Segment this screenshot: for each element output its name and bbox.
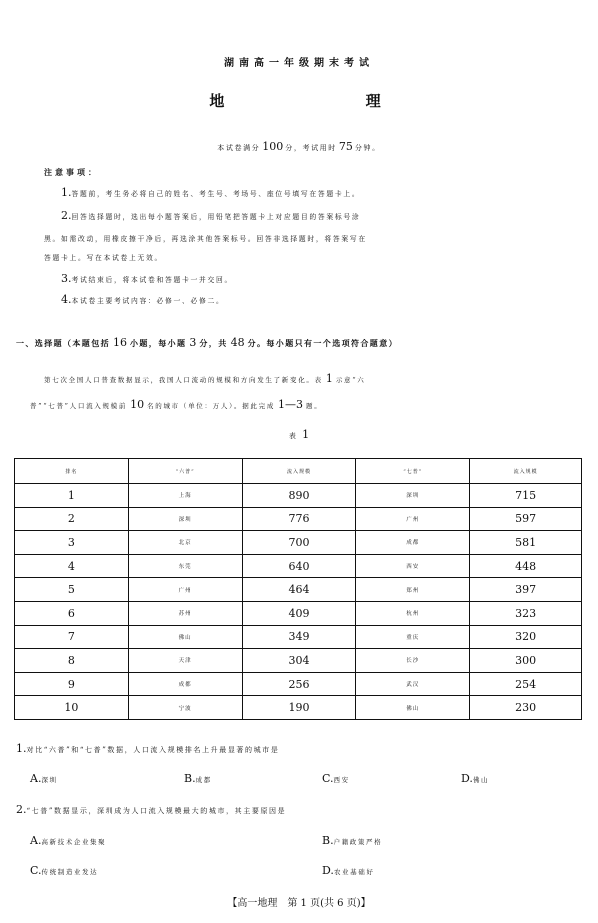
value6-cell: 890 [242, 484, 356, 508]
exam-meta [0, 140, 598, 153]
city6-cell: 广州 [128, 578, 242, 602]
intro-table-ref: 1 [325, 372, 333, 385]
value7-cell: 597 [470, 507, 582, 531]
subject-title: 地 理 [209, 92, 449, 110]
question-text: “七普”数据显示，深圳成为人口流入规模最大的城市，其主要原因是 [26, 807, 287, 815]
value7-cell: 323 [470, 601, 582, 625]
meta-suffix: 分钟。 [354, 144, 381, 152]
q1-option-d[interactable] [461, 772, 489, 785]
meta-prefix: 本试卷满分 [217, 144, 261, 152]
q2-option-b[interactable] [322, 834, 382, 847]
table-row [15, 625, 582, 649]
option-letter: C. [30, 864, 42, 877]
city6-cell: 北京 [128, 531, 242, 555]
city6-cell: 上海 [128, 484, 242, 508]
option-letter: D. [322, 864, 334, 877]
rank-cell: 9 [15, 672, 129, 696]
rank-cell: 4 [15, 554, 129, 578]
option-letter: A. [30, 772, 42, 785]
option-letter: B. [184, 772, 196, 785]
inflow-table [14, 458, 582, 720]
header-census6: “六普” [128, 459, 242, 484]
notice-num: 2. [61, 209, 72, 222]
section-suffix: 分。每小题只有一个选项符合题意） [247, 338, 399, 348]
full-score: 100 [262, 140, 284, 153]
city7-cell: 广州 [356, 507, 470, 531]
rank-cell: 3 [15, 531, 129, 555]
notice-text: 答题卡上。写在本试卷上无效。 [44, 254, 163, 262]
intro-line-2 [30, 398, 322, 411]
value7-cell: 448 [470, 554, 582, 578]
notice-text: 黑。如需改动，用橡皮擦干净后，再选涂其他答案标号。回答非选择题时，将答案写在 [44, 235, 367, 243]
q2-option-d[interactable] [322, 864, 374, 877]
header-census7: “七普” [356, 459, 470, 484]
notice-num: 3. [61, 272, 72, 285]
value6-cell: 640 [242, 554, 356, 578]
q2-option-a[interactable] [30, 834, 106, 847]
option-letter: C. [322, 772, 334, 785]
caption-num: 1 [302, 428, 310, 441]
notice-text: 本试卷主要考试内容：必修一、必修二。 [71, 297, 225, 305]
question-1 [16, 742, 279, 755]
intro-text: 第七次全国人口普查数据显示，我国人口流动的规模和方向发生了新变化。表 [44, 376, 323, 384]
city7-cell: 长沙 [356, 649, 470, 673]
rank-cell: 1 [15, 484, 129, 508]
points-total: 48 [230, 336, 245, 349]
table-caption [0, 428, 598, 441]
city6-cell: 成都 [128, 672, 242, 696]
notice-text: 考试结束后，将本试卷和答题卡一并交回。 [71, 276, 233, 284]
table-row [15, 507, 582, 531]
exam-title: 湖南高一年级期末考试 [224, 58, 374, 69]
option-text: 高新技术企业集聚 [41, 838, 107, 846]
city6-cell: 苏州 [128, 601, 242, 625]
rank-cell: 6 [15, 601, 129, 625]
table-row [15, 554, 582, 578]
section-heading [16, 336, 398, 349]
notice-item-3 [61, 273, 233, 284]
option-text: 农业基础好 [333, 868, 375, 876]
city7-cell: 重庆 [356, 625, 470, 649]
rank-cell: 8 [15, 649, 129, 673]
intro-range: 1—3 [278, 398, 304, 411]
value7-cell: 300 [470, 649, 582, 673]
q2-option-c[interactable] [30, 864, 98, 877]
q1-option-a[interactable] [30, 772, 58, 785]
city7-cell: 深圳 [356, 484, 470, 508]
section-mid1: 小题，每小题 [130, 338, 187, 348]
q1-option-b[interactable] [184, 772, 212, 785]
intro-text: 题。 [306, 402, 323, 410]
city7-cell: 郑州 [356, 578, 470, 602]
q1-option-c[interactable] [322, 772, 350, 785]
option-text: 户籍政策严格 [333, 838, 383, 846]
question-num: 1. [16, 742, 27, 755]
notice-num: 4. [61, 293, 72, 306]
notice-item-1 [61, 187, 360, 198]
value6-cell: 304 [242, 649, 356, 673]
page-footer: 【高一地理 第 1 页(共 6 页)】 [227, 898, 371, 909]
city7-cell: 武汉 [356, 672, 470, 696]
question-2 [16, 803, 286, 816]
value6-cell: 349 [242, 625, 356, 649]
value7-cell: 715 [470, 484, 582, 508]
rank-cell: 2 [15, 507, 129, 531]
header-inflow6: 流入规模 [242, 459, 356, 484]
city6-cell: 深圳 [128, 507, 242, 531]
table-header-row [15, 459, 582, 484]
question-text: 对比“六普”和“七普”数据，人口流入规模排名上升最显著的城市是 [26, 746, 280, 754]
rank-cell: 10 [15, 696, 129, 720]
time-minutes: 75 [338, 140, 353, 153]
header-rank: 排名 [15, 459, 129, 484]
rank-cell: 7 [15, 625, 129, 649]
city6-cell: 东莞 [128, 554, 242, 578]
notice-item-2-cont2 [44, 255, 163, 262]
intro-text: 名的城市（单位：万人）。据此完成 [147, 402, 276, 410]
value7-cell: 581 [470, 531, 582, 555]
rank-cell: 5 [15, 578, 129, 602]
option-text: 成都 [195, 776, 212, 784]
header-inflow7: 流入规模 [470, 459, 582, 484]
notice-heading: 注意事项： [44, 167, 99, 177]
value6-cell: 256 [242, 672, 356, 696]
value6-cell: 464 [242, 578, 356, 602]
question-count: 16 [113, 336, 127, 349]
table-row [15, 484, 582, 508]
value7-cell: 397 [470, 578, 582, 602]
option-text: 深圳 [41, 776, 58, 784]
question-num: 2. [16, 803, 27, 816]
option-text: 佛山 [472, 776, 490, 784]
notice-item-2 [61, 210, 360, 221]
option-text: 传统制造业发达 [41, 868, 99, 876]
option-text: 西安 [333, 776, 350, 784]
value6-cell: 190 [242, 696, 356, 720]
points-each: 3 [189, 336, 197, 349]
section-mid2: 分，共 [199, 338, 228, 348]
section-prefix: 一、选择题（本题包括 [16, 338, 110, 348]
city6-cell: 天津 [128, 649, 242, 673]
intro-text: 示意“六 [335, 376, 366, 384]
value6-cell: 776 [242, 507, 356, 531]
notice-item-2-cont [44, 236, 367, 243]
city7-cell: 成都 [356, 531, 470, 555]
value6-cell: 409 [242, 601, 356, 625]
value7-cell: 254 [470, 672, 582, 696]
meta-mid: 分，考试用时 [285, 144, 337, 152]
city6-cell: 宁波 [128, 696, 242, 720]
city6-cell: 佛山 [128, 625, 242, 649]
value7-cell: 230 [470, 696, 582, 720]
notice-text: 答题前，考生务必将自己的姓名、考生号、考场号、座位号填写在答题卡上。 [71, 190, 361, 198]
caption-prefix: 表 [288, 432, 298, 440]
table-row [15, 601, 582, 625]
option-letter: D. [461, 772, 473, 785]
notice-item-4 [61, 294, 224, 305]
notice-text: 回答选择题时，选出每小题答案后，用铅笔把答题卡上对应题目的答案标号涂 [71, 213, 361, 221]
option-letter: A. [30, 834, 42, 847]
table-row [15, 531, 582, 555]
table-row [15, 578, 582, 602]
value7-cell: 320 [470, 625, 582, 649]
table-row [15, 649, 582, 673]
option-letter: B. [322, 834, 334, 847]
city7-cell: 西安 [356, 554, 470, 578]
value6-cell: 700 [242, 531, 356, 555]
table-row [15, 696, 582, 720]
city7-cell: 杭州 [356, 601, 470, 625]
intro-top-n: 10 [130, 398, 145, 411]
intro-text: 普”“七普”人口流入规模前 [30, 402, 128, 410]
city7-cell: 佛山 [356, 696, 470, 720]
table-row [15, 672, 582, 696]
intro-line-1 [44, 372, 365, 385]
notice-num: 1. [61, 186, 72, 199]
